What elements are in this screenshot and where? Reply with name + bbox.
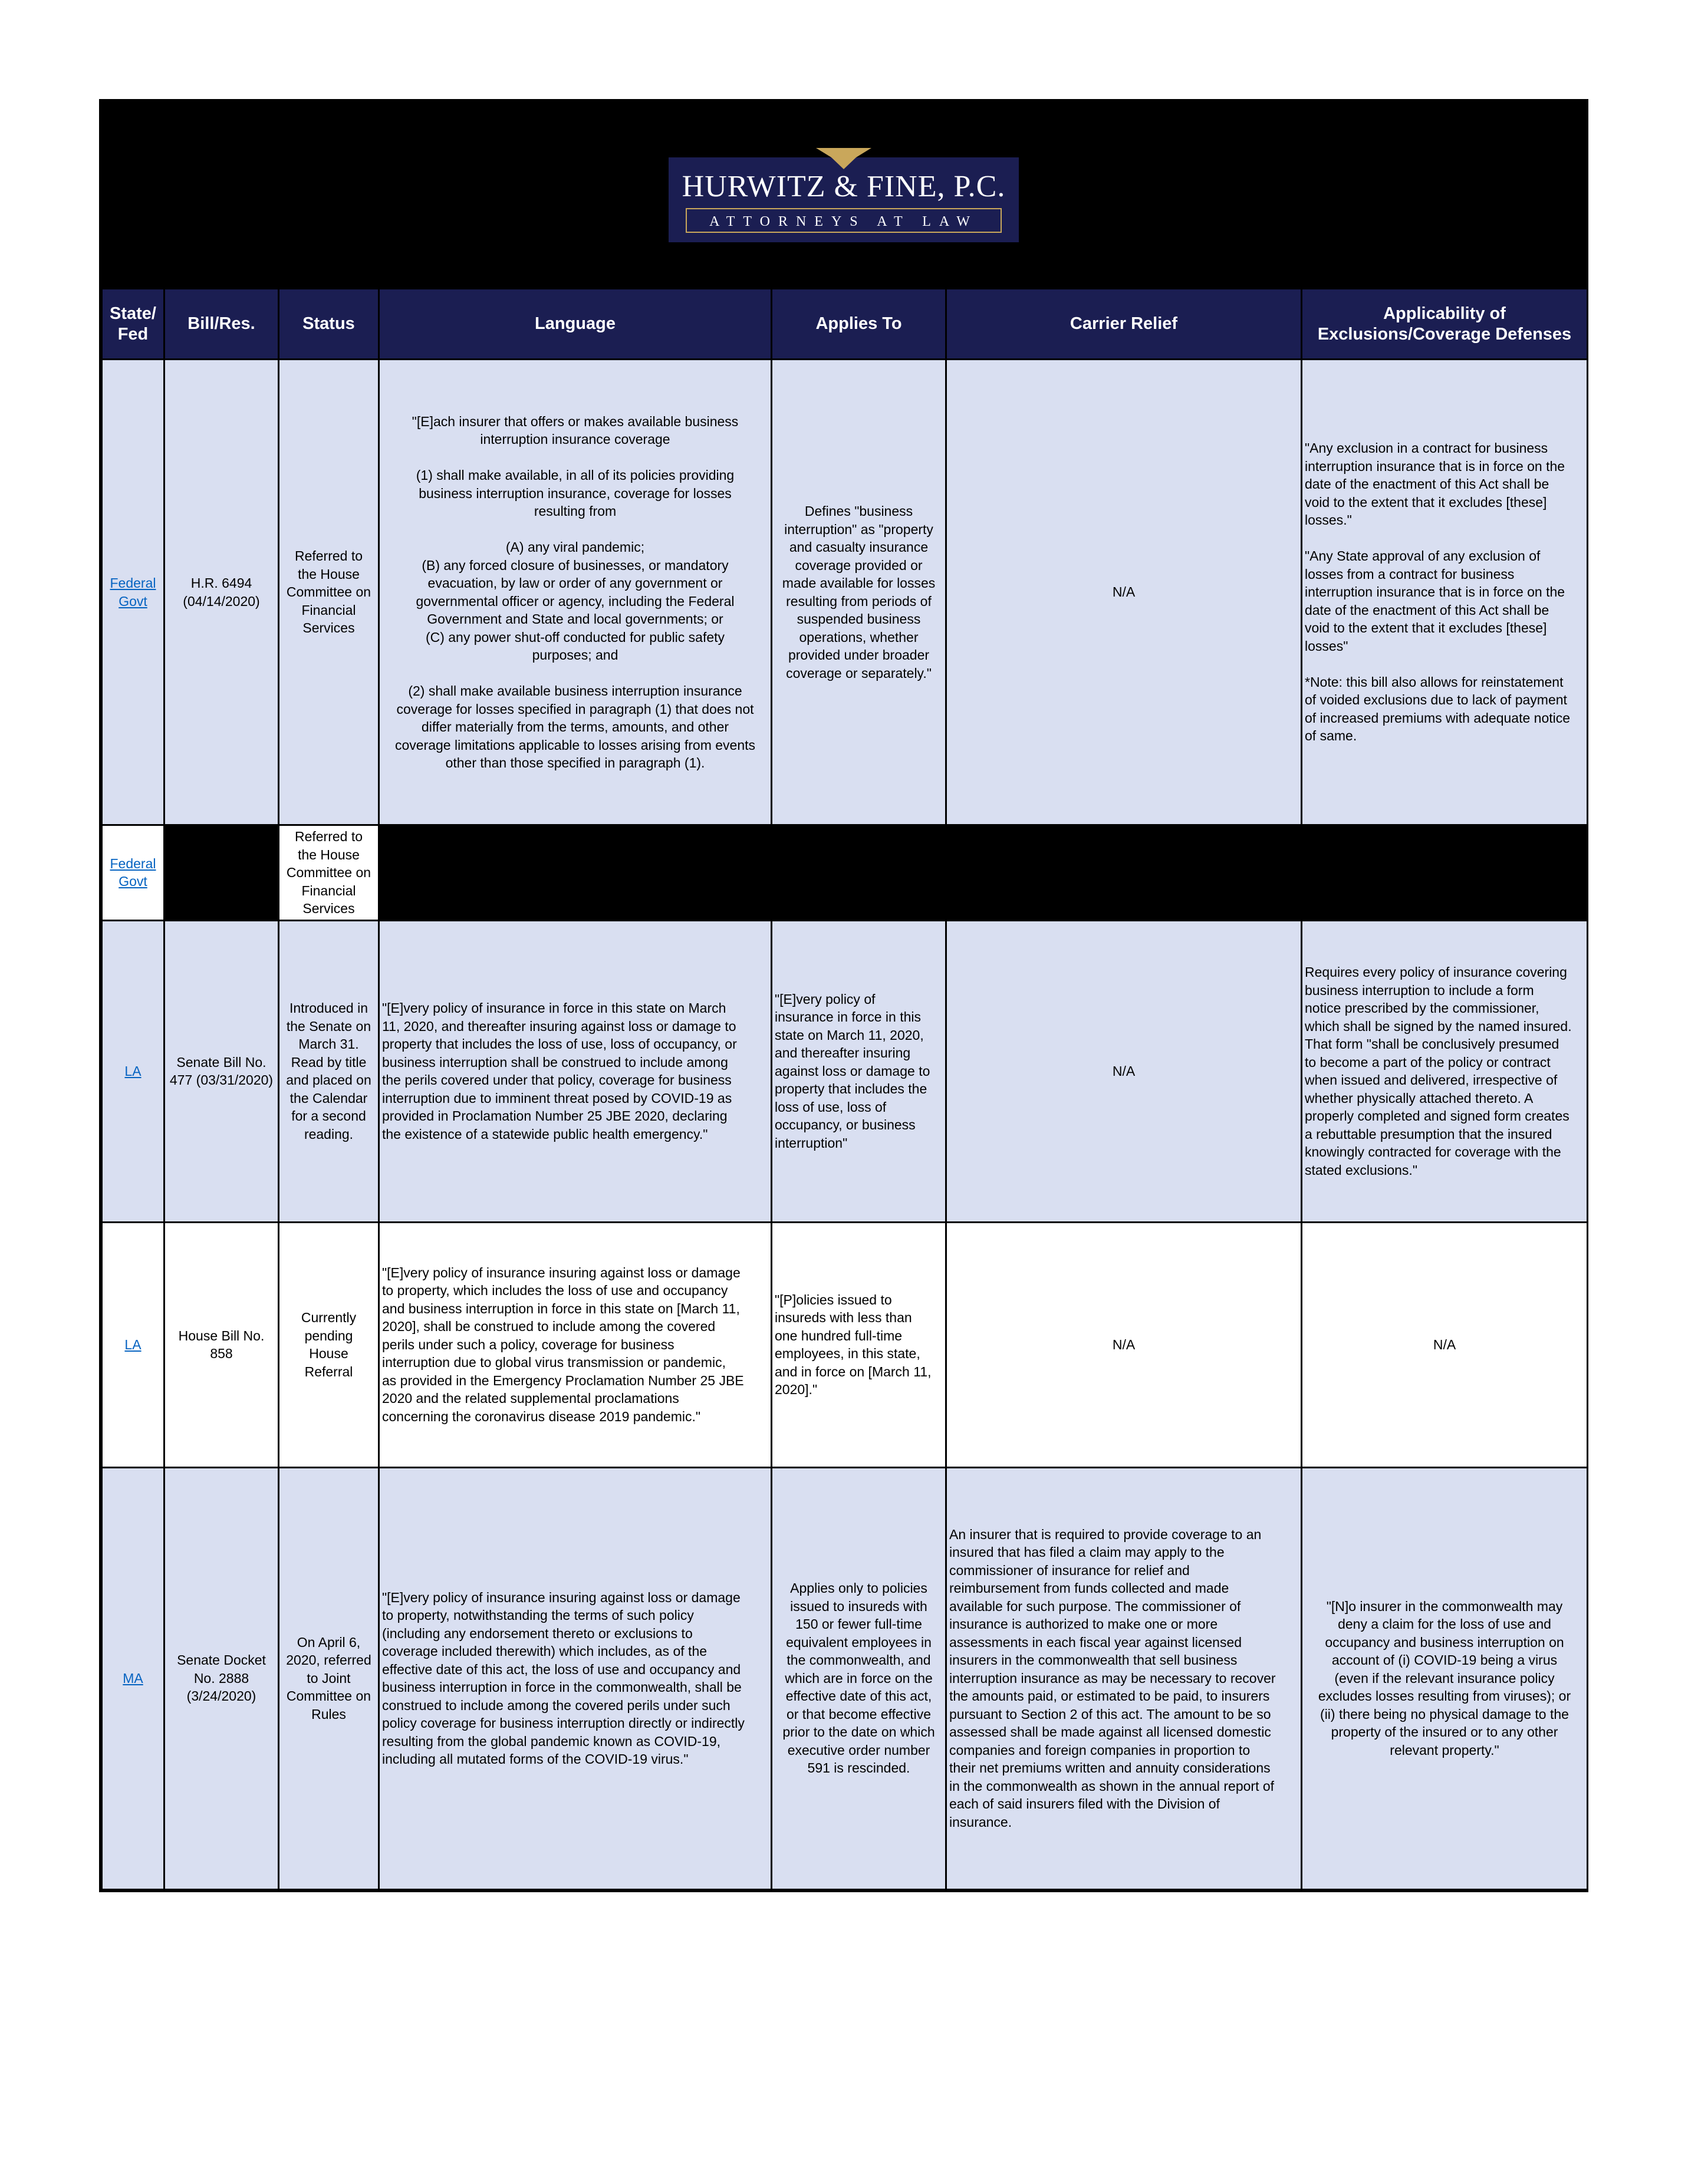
- applies-to-cell: Defines "business interruption" as "property and casualty insurance coverage provided or made available for losses resulting from periods of suspended business operations, whether provided under broader coverage or separately.": [772, 360, 946, 825]
- state-cell: [102, 1467, 164, 1889]
- legislation-table: [101, 288, 1588, 1890]
- bill-cell: Senate Bill No. 477 (03/31/2020): [164, 920, 279, 1222]
- document-sheet: [99, 99, 1588, 1892]
- applies-to-cell: "[P]olicies issued to insureds with less than one hundred full-time employees, in this state, and in force on [March 11, 2020].": [772, 1222, 946, 1467]
- exclusions-cell: "Any exclusion in a contract for business interruption insurance that is in force on the date of the enactment of this Act shall be void to the extent that it excludes [these] losses." "Any State approval of any exclusion of losses from a contract for business interruption insurance that is in force on the date of the enactment of this Act shall be void to the extent that it excludes [these] losses" *Note: this bill also allows for reinstatement of voided exclusions due to lack of payment of increased premiums with adequate notice of same.: [1302, 360, 1588, 825]
- col-language: Language: [379, 289, 772, 360]
- redacted-cell: [379, 825, 1588, 921]
- table-row: [102, 1467, 1588, 1889]
- col-state: State/ Fed: [102, 289, 164, 360]
- state-cell: [102, 1222, 164, 1467]
- carrier-relief-cell: N/A: [946, 1222, 1302, 1467]
- state-link[interactable]: MA: [123, 1670, 143, 1686]
- firm-logo-graphic: [669, 148, 1019, 242]
- col-status: Status: [279, 289, 379, 360]
- col-applies-to: Applies To: [772, 289, 946, 360]
- bill-cell: [164, 825, 279, 921]
- state-cell: [102, 825, 164, 921]
- status-cell: On April 6, 2020, referred to Joint Committee on Rules: [279, 1467, 379, 1889]
- col-carrier-relief: Carrier Relief: [946, 289, 1302, 360]
- language-cell: "[E]very policy of insurance in force in this state on March 11, 2020, and thereafter insuring against loss or damage to property that includes the loss of use, loss of occupancy, or business interruption shall be construed to include among the perils covered under that policy, coverage for business interruption due to imminent threat posed by COVID-19 as provided in Proclamation Number 25 JBE 2020, declaring the existence of a statewide public health emergency.": [379, 920, 772, 1222]
- exclusions-cell: N/A: [1302, 1222, 1588, 1467]
- table-row: [102, 920, 1588, 1222]
- table-row: [102, 1222, 1588, 1467]
- state-link[interactable]: Federal Govt: [110, 855, 156, 890]
- applies-to-cell: Applies only to policies issued to insureds with 150 or fewer full-time equivalent employees in the commonwealth, and which are in force on the effective date of this act, or that become effective prior to the date on which executive order number 591 is rescinded.: [772, 1467, 946, 1889]
- header-banner: [101, 101, 1587, 288]
- firm-logo: [669, 148, 1019, 242]
- status-cell: Referred to the House Committee on Financial Services: [279, 360, 379, 825]
- language-cell: "[E]very policy of insurance insuring against loss or damage to property, which includes the loss of use and occupancy and business interruption in force in this state on [March 11, 2020], shall be construed to include among the covered perils under such a policy, coverage for business interruption due to global virus transmission or pandemic, as provided in the Emergency Proclamation Number 25 JBE 2020 and the related supplemental proclamations concerning the coronavirus disease 2019 pandemic.": [379, 1222, 772, 1467]
- exclusions-cell: "[N]o insurer in the commonwealth may deny a claim for the loss of use and occupancy and business interruption on account of (i) COVID-19 being a virus (even if the relevant insurance policy excludes losses resulting from viruses); or (ii) there being no physical damage to the property of the insured or to any other relevant property.": [1302, 1467, 1588, 1889]
- carrier-relief-cell: An insurer that is required to provide coverage to an insured that has filed a claim may apply to the commissioner of insurance for relief and reimbursement from funds collected and made available for such purpose. The commissioner of insurance is authorized to make one or more assessments in each fiscal year against licensed insurers in the commonwealth that sell business interruption insurance as may be necessary to recover the amounts paid, or estimated to be paid, to insurers pursuant to Section 2 of this act. The amount to be so assessed shall be made against all licensed domestic companies and foreign companies in proportion to their net premiums written and annuity considerations in the commonwealth as shown in the annual report of each of said insurers filed with the Division of insurance.: [946, 1467, 1302, 1889]
- status-cell: Introduced in the Senate on March 31. Read by title and placed on the Calendar for a second reading.: [279, 920, 379, 1222]
- applies-to-cell: "[E]very policy of insurance in force in this state on March 11, 2020, and thereafter insuring against loss or damage to property that includes the loss of use, loss of occupancy, or business interruption": [772, 920, 946, 1222]
- bill-cell: Senate Docket No. 2888 (3/24/2020): [164, 1467, 279, 1889]
- table-row: [102, 825, 1588, 921]
- col-bill: Bill/Res.: [164, 289, 279, 360]
- svg-text:HURWITZ & FINE, P.C.: HURWITZ & FINE, P.C.: [682, 170, 1006, 203]
- col-exclusions: Applicability of Exclusions/Coverage Defenses: [1302, 289, 1588, 360]
- bill-cell: H.R. 6494 (04/14/2020): [164, 360, 279, 825]
- carrier-relief-cell: N/A: [946, 920, 1302, 1222]
- status-cell: Referred to the House Committee on Financial Services: [279, 825, 379, 921]
- table-header-row: [102, 289, 1588, 360]
- language-cell: "[E]ach insurer that offers or makes available business interruption insurance coverage (1) shall make available, in all of its policies providing business interruption insurance, coverage for losses resulting from (A) any viral pandemic; (B) any forced closure of businesses, or mandatory evacuation, by law or order of any government or governmental officer or agency, including the Federal Government and State and local governments; or (C) any power shut-off conducted for public safety purposes; and (2) shall make available business interruption insurance coverage for losses specified in paragraph (1) that does not differ materially from the terms, amounts, and other coverage limitations applicable to losses arising from events other than those specified in paragraph (1).: [379, 360, 772, 825]
- exclusions-cell: Requires every policy of insurance covering business interruption to include a form notice prescribed by the commissioner, which shall be signed by the named insured. That form "shall be conclusively presumed to become a part of the policy or contract when issued and delivered, irrespective of whether physically attached thereto. A properly completed and signed form creates a rebuttable presumption that the insured knowingly contracted for coverage with the stated exclusions.": [1302, 920, 1588, 1222]
- state-link[interactable]: LA: [124, 1336, 142, 1352]
- svg-text:ATTORNEYS AT LAW: ATTORNEYS AT LAW: [709, 214, 978, 229]
- state-cell: [102, 360, 164, 825]
- table-row: [102, 360, 1588, 825]
- language-cell: "[E]very policy of insurance insuring against loss or damage to property, notwithstanding the terms of such policy (including any endorsement thereto or exclusions to coverage included therewith) which includes, as of the effective date of this act, the loss of use and occupancy and business interruption in force in the commonwealth, shall be construed to include among the covered perils under such policy coverage for business interruption directly or indirectly resulting from the global pandemic known as COVID-19, including all mutated forms of the COVID-19 virus.": [379, 1467, 772, 1889]
- carrier-relief-cell: N/A: [946, 360, 1302, 825]
- state-link[interactable]: Federal Govt: [110, 575, 156, 609]
- status-cell: Currently pending House Referral: [279, 1222, 379, 1467]
- state-cell: [102, 920, 164, 1222]
- bill-cell: House Bill No. 858: [164, 1222, 279, 1467]
- state-link[interactable]: LA: [124, 1063, 142, 1079]
